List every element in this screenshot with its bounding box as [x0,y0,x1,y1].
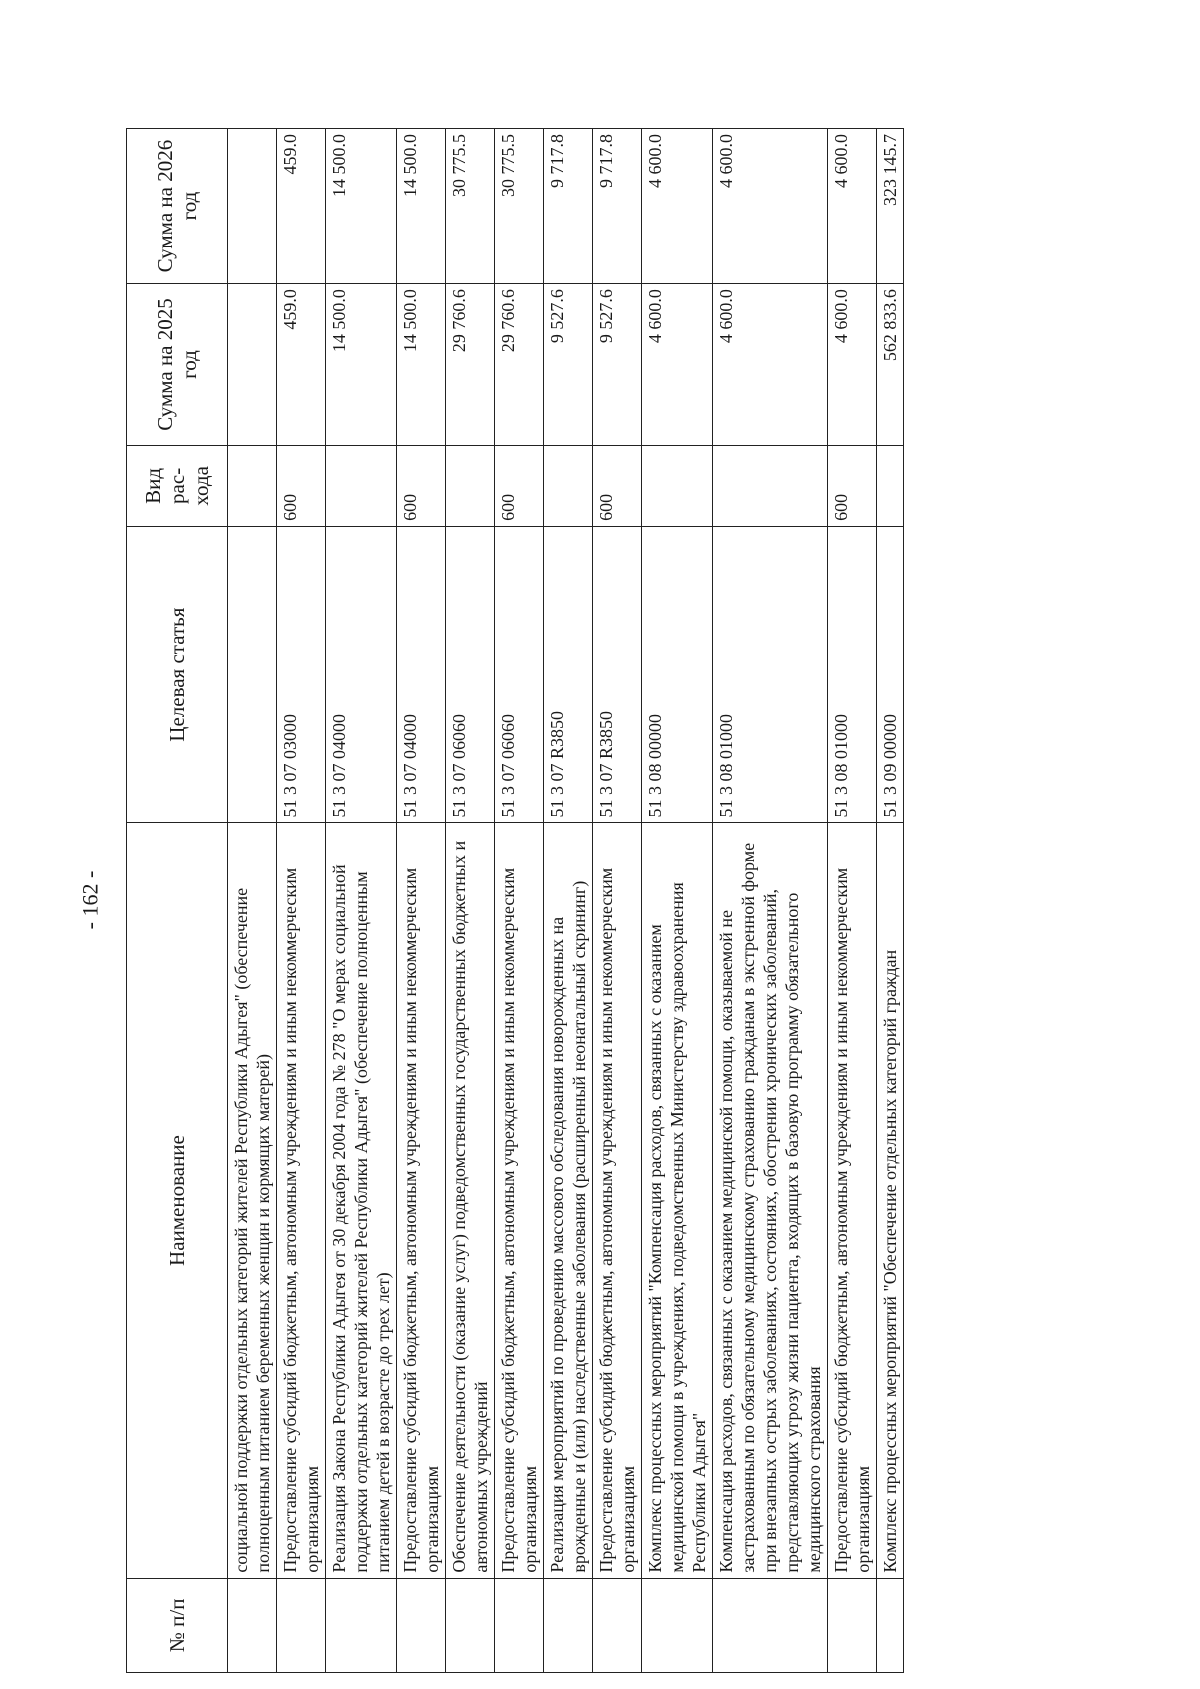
table-row [326,129,397,1673]
cell-sum-2025: 14 500.0 [397,284,446,446]
cell-vid [713,445,828,526]
cell-vid [877,445,904,526]
cell-code: 51 3 08 01000 [828,526,877,823]
cell-vid [228,445,277,526]
cell-sum-2026 [228,129,277,284]
table-row [828,129,877,1673]
cell-no [326,1578,397,1672]
cell-code [228,526,277,823]
table-row [544,129,593,1673]
cell-no [446,1578,495,1672]
cell-vid [326,445,397,526]
page-number-text: - 162 - [77,870,102,930]
cell-sum-2025: 9 527.6 [544,284,593,446]
table-header-row [127,129,228,1673]
page-number [78,840,102,960]
header-no: № п/п [127,1578,228,1672]
cell-sum-2026: 4 600.0 [642,129,713,284]
cell-name: Обеспечение деятельности (оказание услуг) подведомственных государственных бюджетных и автономных учреждений [446,823,495,1578]
table-row [277,129,326,1673]
cell-no [877,1578,904,1672]
cell-code: 51 3 07 06060 [446,526,495,823]
cell-no [397,1578,446,1672]
table-header [127,129,228,1673]
cell-vid: 600 [495,445,544,526]
cell-name: Компенсация расходов, связанных с оказанием медицинской помощи, оказываемой не застрахованным по обязательному медицинскому страхованию гражданам в экстренной форме при внезапных острых заболеваниях, состояниях, обострении хронических заболеваний, представляющих угрозу жизни пациента, входящих в базовую программу обязательного медицинского страхования [713,823,828,1578]
cell-sum-2025: 29 760.6 [446,284,495,446]
cell-sum-2025: 562 833.6 [877,284,904,446]
cell-code: 51 3 07 04000 [326,526,397,823]
cell-vid: 600 [828,445,877,526]
cell-no [277,1578,326,1672]
cell-code: 51 3 08 01000 [713,526,828,823]
cell-vid [642,445,713,526]
budget-table [126,128,904,1673]
cell-no [828,1578,877,1672]
cell-name: Комплекс процессных мероприятий "Компенсация расходов, связанных с оказанием медицинской помощи в учреждениях, подведомственных Министерству здравоохранения Республики Адыгея" [642,823,713,1578]
cell-name: Предоставление субсидий бюджетным, автономным учреждениям и иным некоммерческим организациям [495,823,544,1578]
cell-sum-2026: 9 717.8 [593,129,642,284]
table-row [713,129,828,1673]
cell-sum-2026: 9 717.8 [544,129,593,284]
table-row [228,129,277,1673]
rotated-table-container [126,128,900,1673]
header-vid: Вид рас-хода [127,445,228,526]
header-sum-2025: Сумма на 2025 год [127,284,228,446]
cell-code: 51 3 07 06060 [495,526,544,823]
cell-name: социальной поддержки отдельных категорий жителей Республики Адыгея" (обеспечение полноценным питанием беременных женщин и кормящих матерей) [228,823,277,1578]
cell-no [713,1578,828,1672]
cell-no [642,1578,713,1672]
table-row [593,129,642,1673]
cell-code: 51 3 07 04000 [397,526,446,823]
cell-sum-2025: 4 600.0 [713,284,828,446]
cell-code: 51 3 07 R3850 [593,526,642,823]
header-name: Наименование [127,823,228,1578]
table-row [446,129,495,1673]
table-row [642,129,713,1673]
cell-name: Комплекс процессных мероприятий "Обеспечение отдельных категорий граждан [877,823,904,1578]
table-body [228,129,904,1673]
cell-vid [544,445,593,526]
cell-sum-2025 [228,284,277,446]
table-row [397,129,446,1673]
header-sum-2026: Сумма на 2026 год [127,129,228,284]
cell-sum-2026: 30 775.5 [495,129,544,284]
cell-sum-2025: 14 500.0 [326,284,397,446]
cell-sum-2025: 29 760.6 [495,284,544,446]
cell-vid: 600 [397,445,446,526]
cell-code: 51 3 07 03000 [277,526,326,823]
cell-sum-2026: 4 600.0 [828,129,877,284]
cell-sum-2026: 14 500.0 [326,129,397,284]
cell-vid: 600 [593,445,642,526]
cell-name: Реализация мероприятий по проведению массового обследования новорожденных на врожденные и (или) наследственные заболевания (расширенный неонатальный скрининг) [544,823,593,1578]
table-row [495,129,544,1673]
cell-sum-2026: 323 145.7 [877,129,904,284]
cell-name: Предоставление субсидий бюджетным, автономным учреждениям и иным некоммерческим организациям [397,823,446,1578]
cell-sum-2025: 9 527.6 [593,284,642,446]
cell-sum-2026: 4 600.0 [713,129,828,284]
cell-vid: 600 [277,445,326,526]
cell-sum-2026: 459.0 [277,129,326,284]
rotated-table-frame [126,128,900,1673]
cell-name: Предоставление субсидий бюджетным, автономным учреждениям и иным некоммерческим организациям [828,823,877,1578]
cell-vid [446,445,495,526]
header-code: Целевая статья [127,526,228,823]
cell-code: 51 3 07 R3850 [544,526,593,823]
cell-name: Реализация Закона Республики Адыгея от 30 декабря 2004 года № 278 "О мерах социальной поддержки отдельных категорий жителей Республики Адыгея" (обеспечение полноценным питанием детей в возрасте до трех лет) [326,823,397,1578]
cell-code: 51 3 08 00000 [642,526,713,823]
cell-name: Предоставление субсидий бюджетным, автономным учреждениям и иным некоммерческим организациям [593,823,642,1578]
table-row [877,129,904,1673]
cell-no [495,1578,544,1672]
cell-sum-2026: 14 500.0 [397,129,446,284]
cell-no [593,1578,642,1672]
cell-name: Предоставление субсидий бюджетным, автономным учреждениям и иным некоммерческим организациям [277,823,326,1578]
cell-no [544,1578,593,1672]
cell-sum-2025: 4 600.0 [828,284,877,446]
cell-code: 51 3 09 00000 [877,526,904,823]
cell-sum-2025: 4 600.0 [642,284,713,446]
cell-sum-2026: 30 775.5 [446,129,495,284]
cell-sum-2025: 459.0 [277,284,326,446]
cell-no [228,1578,277,1672]
